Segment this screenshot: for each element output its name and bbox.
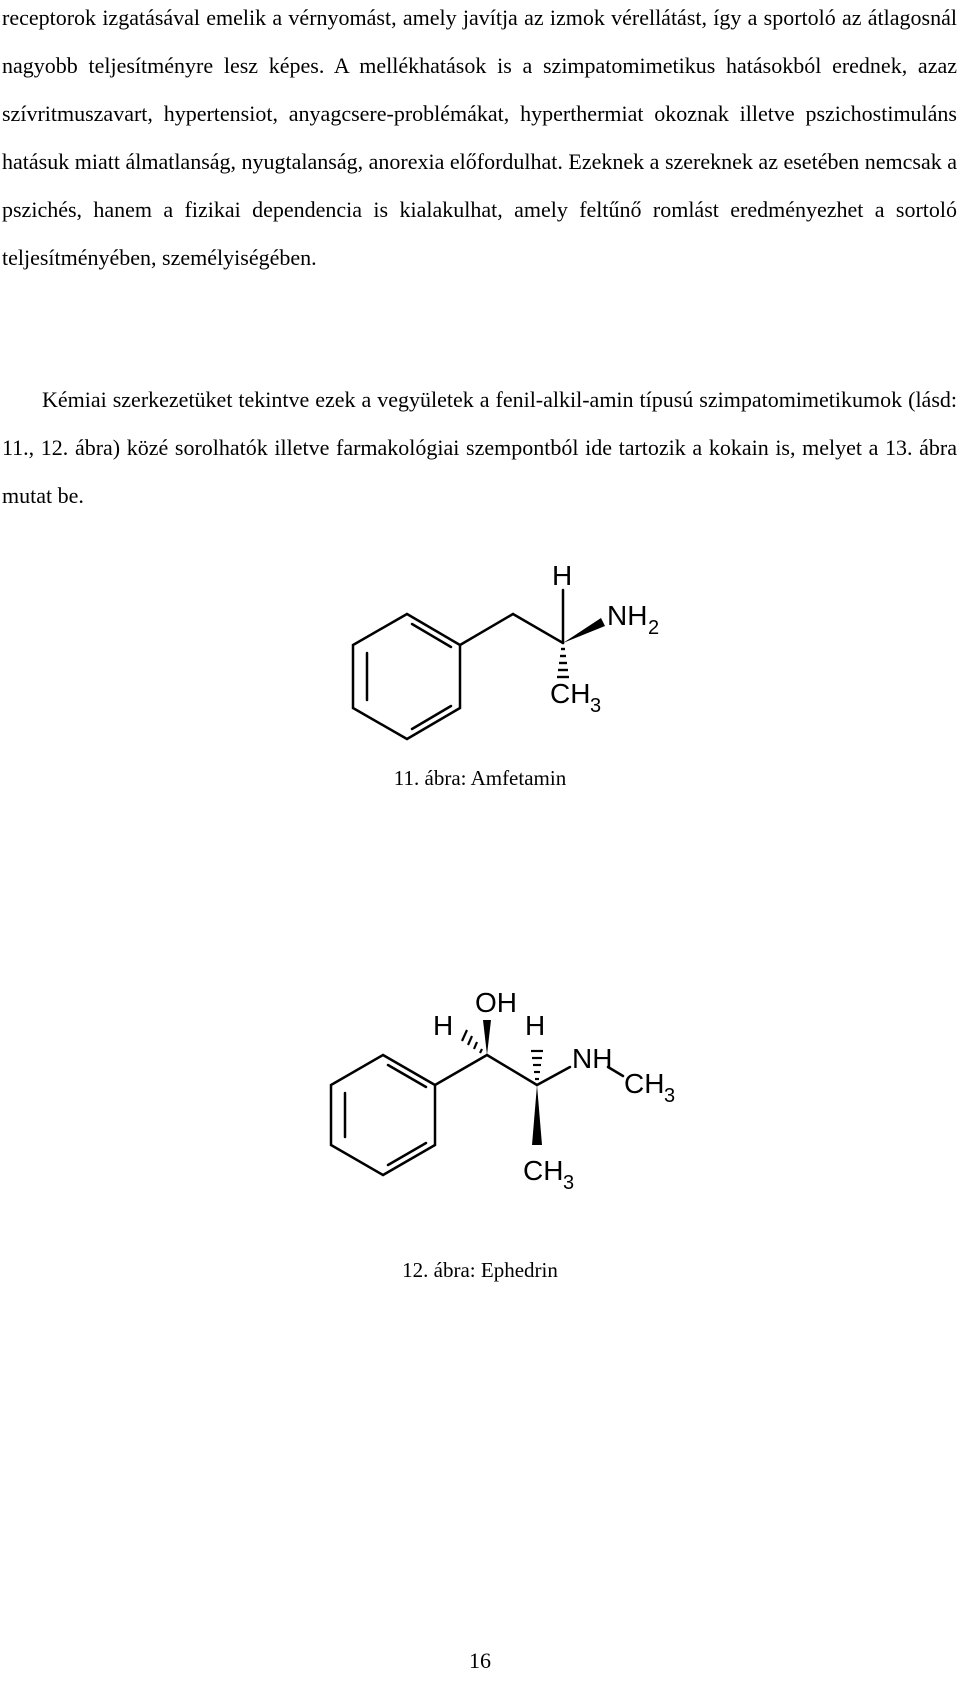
atom-ch-bottom: CH [523,1155,564,1186]
atom-ch-right: CH [624,1068,665,1099]
figure-11-caption: 11. ábra: Amfetamin [393,766,567,790]
atom-h-right: H [525,1010,546,1041]
ephedrine-structure [325,987,710,1225]
hashed-bond-h-left [462,1030,482,1053]
hashed-bond-h-right [531,1051,543,1079]
amphetamine-structure [345,560,690,745]
atom-h: H [552,560,573,591]
page-number: 16 [469,1648,491,1673]
body-paragraph-1: receptorok izgatásával emelik a vérnyomást, amely javítja az izmok vérellátást, így a sportoló az átlagosnál nagyobb teljesítményre lesz képes. A mellékhatások is a szimpatomimetikus hatásokból erednek, azaz szívritmuszavart, hypertensiot, anyagcsere-problémákat, hyperthermiat okoznak illetve pszichostimuláns hatásuk miatt álmatlanság, nyugtalanság, anorexia előfordulhat. Ezeknek a szereknek az esetében nemcsak a pszichés, hanem a fizikai dependencia is kialakulhat, amely feltűnő romlást eredményezhet a sortoló teljesítményében, személyiségében. [2,5,957,270]
atom-oh: OH [475,987,517,1018]
bond-ring-c1 [435,1055,487,1085]
atom-h-left: H [433,1010,454,1041]
atom-ch-right-subscript: 3 [664,1085,676,1107]
atom-ch-subscript: 3 [590,695,602,717]
bond-c2-n [537,1067,570,1085]
atom-ch-bottom-subscript: 3 [563,1172,575,1194]
wedge-bond-nh2 [563,618,605,643]
hashed-bond-ch3 [557,649,569,677]
atom-nh-subscript: 2 [648,617,660,639]
figure-12-caption: 12. ábra: Ephedrin [402,1258,558,1282]
ephedrine-diagram [325,987,710,1225]
wedge-bond-oh [483,1020,491,1055]
benzene-ring [353,614,460,739]
amphetamine-diagram [345,560,690,745]
body-paragraph-2: Kémiai szerkezetüket tekintve ezek a vegyületek a fenil-alkil-amin típusú szimpatomimetikumok (lásd: 11., 12. ábra) közé sorolhatók illetve farmakológiai szempontból ide tartozik a kokain is, melyet a 13. ábra mutat be. [2,387,957,508]
atom-nh: NH [607,600,648,631]
wedge-bond-ch3 [532,1085,542,1145]
bond-ch2-ch [513,614,563,643]
atom-ch: CH [550,678,591,709]
benzene-ring [331,1055,435,1175]
bond-ring-ch2 [460,614,513,645]
atom-nh: NH [572,1043,613,1074]
bond-c1-c2 [487,1055,537,1085]
